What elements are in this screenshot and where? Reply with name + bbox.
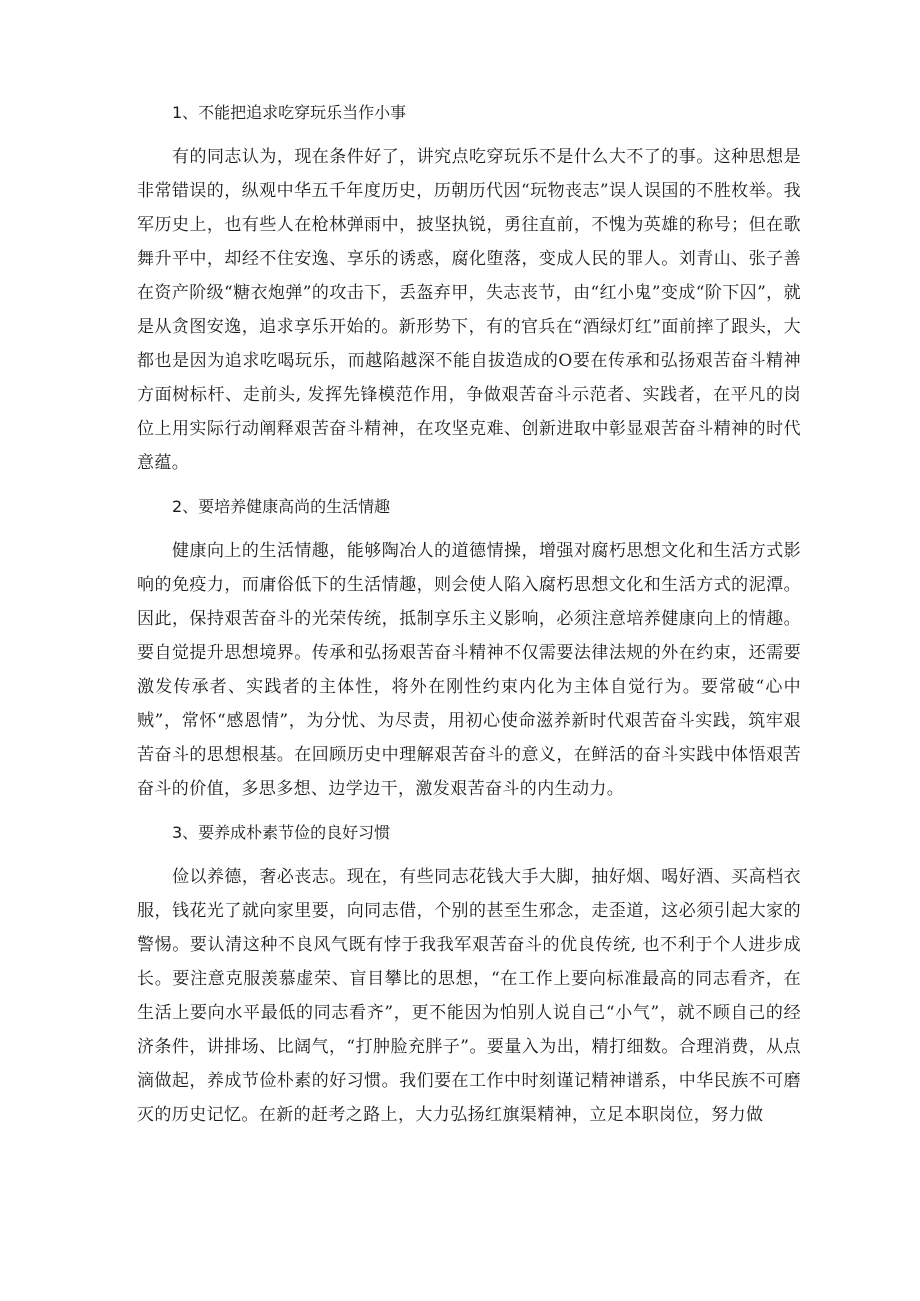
section-1-paragraph: 有的同志认为，现在条件好了，讲究点吃穿玩乐不是什么大不了的事。这种思想是非常错误的，纵观中华五千年度历史，历朝历代因“玩物丧志”误人误国的不胜枚举。我军历史上，也有些人在枪林弹雨中，披坚执锐，勇往直前，不愧为英雄的称号；但在歌舞升平中，却经不住安逸、享乐的诱惑，腐化堕落，变成人民的罪人。刘青山、张子善在资产阶级“糖衣炮弹”的攻击下，丢盔弃甲，失志丧节，由“红小鬼”变成“阶下囚”，就是从贪图安逸，追求享乐开始的。新形势下，有的官兵在“酒绿灯红”面前摔了跟头，大都也是因为追求吃喝玩乐，而越陷越深不能自拔造成的O要在传承和弘扬艰苦奋斗精神方面树标杆、走前头, 发挥先锋模范作用，争做艰苦奋斗示范者、实践者，在平凡的岗位上用实际行动阐释艰苦奋斗精神，在攻坚克难、创新进取中彰显艰苦奋斗精神的时代意蕴。: [137, 147, 801, 473]
document-page: [137, 96, 801, 1132]
section-3-paragraph: 俭以养德，奢必丧志。现在，有些同志花钱大手大脚，抽好烟、喝好酒、买高档衣服，钱花光了就向家里要，向同志借，个别的甚至生邪念，走歪道，这必须引起大家的警惕。要认清这种不良风气既有悖于我我军艰苦奋斗的优良传统, 也不利于个人进步成长。要注意克服羡慕虚荣、盲目攀比的思想，“在工作上要向标准最高的同志看齐，在生活上要向水平最低的同志看齐”，更不能因为怕别人说自己“小气”，就不顾自己的经济条件，讲排场、比阔气，“打肿脸充胖子”。要量入为出，精打细数。合理消费，从点滴做起，养成节俭朴素的好习惯。我们要在工作中时刻谨记精神谱系，中华民族不可磨灭的历史记忆。在新的赶考之路上，大力弘扬红旗渠精神，立足本职岗位，努力做: [137, 867, 801, 1125]
section-3-heading: 3、要养成朴素节俭的良好习惯: [172, 823, 391, 842]
section-1-heading: 1、不能把追求吃穿玩乐当作小事: [172, 103, 407, 122]
section-2-paragraph: 健康向上的生活情趣，能够陶冶人的道德情操，增强对腐朽思想文化和生活方式影响的免疫力，而庸俗低下的生活情趣，则会使人陷入腐朽思想文化和生活方式的泥潭。因此，保持艰苦奋斗的光荣传统，抵制享乐主义影响，必须注意培养健康向上的情趣。要自觉提升思想境界。传承和弘扬艰苦奋斗精神不仅需要法律法规的外在约束，还需要激发传承者、实践者的主体性，将外在刚性约束内化为主体自觉行为。要常破“心中贼”，常怀“感恩情”，为分忧、为尽责，用初心使命滋养新时代艰苦奋斗实践，筑牢艰苦奋斗的思想根基。在回顾历史中理解艰苦奋斗的意义，在鲜活的奋斗实践中体悟艰苦奋斗的价值，多思多想、边学边干，激发艰苦奋斗的内生动力。: [137, 541, 801, 799]
section-2-heading: 2、要培养健康高尚的生活情趣: [172, 497, 391, 516]
